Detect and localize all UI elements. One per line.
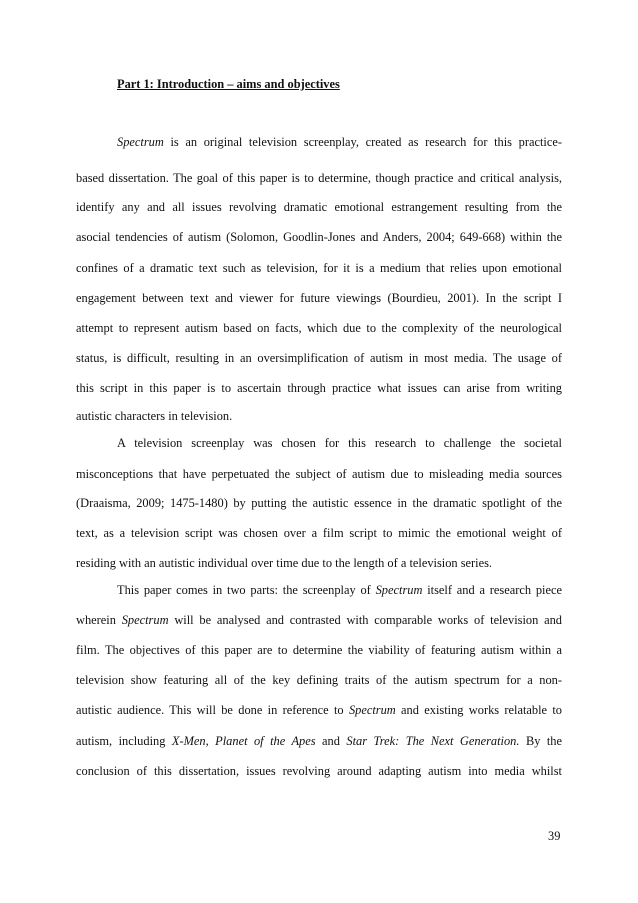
text-segment: By the (519, 734, 563, 748)
italic-title: Spectrum (348, 703, 396, 717)
text-segment: conclusion of this dissertation, issues revolving around adapting autism into media whilst (76, 764, 562, 778)
text-segment: autistic audience. This will be done in reference to (76, 703, 349, 717)
text-segment: and (315, 734, 347, 748)
text-segment: This paper comes in two parts: the screenplay of (117, 583, 376, 597)
text-segment: asocial tendencies of autism (Solomon, Goodlin-Jones and Anders, 2004; 649-668) within the (76, 230, 562, 244)
text-line (117, 436, 562, 451)
text-segment: misconceptions that have perpetuated the subject of autism due to misleading media sources (76, 467, 562, 481)
text-segment: itself and a research piece (422, 583, 563, 597)
text-line (76, 556, 492, 571)
italic-title: Star Trek: The Next Generation. (346, 734, 520, 748)
text-line (76, 381, 562, 396)
text-segment: engagement between text and viewer for future viewings (Bourdieu, 2001). In the script I (76, 291, 562, 305)
text-line (76, 409, 232, 424)
text-line (76, 200, 562, 215)
text-segment: residing with an autistic individual over time due to the length of a television series. (76, 556, 493, 570)
text-segment: identify any and all issues revolving dramatic emotional estrangement resulting from the (76, 200, 562, 214)
text-segment: autism, including (76, 734, 172, 748)
text-segment: will be analysed and contrasted with comparable works of television and (168, 613, 562, 627)
text-line (76, 467, 562, 482)
text-segment: based dissertation. The goal of this paper is to determine, though practice and critical analysis, (76, 171, 562, 185)
text-line (76, 171, 562, 186)
text-line (76, 496, 562, 511)
italic-title: Spectrum (121, 613, 169, 627)
text-segment: this script in this paper is to ascertain through practice what issues can arise from writing (76, 381, 562, 395)
text-line (76, 261, 562, 276)
text-line (76, 526, 562, 541)
text-segment: television show featuring all of the key defining traits of the autism spectrum for a non- (76, 673, 562, 687)
text-segment: status, is difficult, resulting in an oversimplification of autism in most media. The usage of (76, 351, 562, 365)
text-line (76, 351, 562, 366)
text-line (76, 734, 562, 749)
text-segment: and existing works relatable to (395, 703, 563, 717)
text-segment: A television screenplay was chosen for this research to challenge the societal (117, 436, 562, 450)
text-line (76, 321, 562, 336)
text-line (76, 703, 562, 718)
section-heading: Part 1: Introduction – aims and objectives (117, 77, 340, 91)
text-segment: is an original television screenplay, created as research for this practice- (163, 135, 562, 149)
page-number: 39 (548, 829, 561, 843)
text-segment: autistic characters in television. (76, 409, 233, 423)
text-line (117, 135, 562, 150)
text-segment: confines of a dramatic text such as television, for it is a medium that relies upon emotional (76, 261, 562, 275)
text-line (76, 613, 562, 628)
text-line (76, 673, 562, 688)
italic-title: Spectrum (117, 135, 164, 149)
text-segment: text, as a television script was chosen over a film script to mimic the emotional weight of (76, 526, 562, 540)
italic-title: Spectrum (375, 583, 423, 597)
text-segment: wherein (76, 613, 122, 627)
text-segment: attempt to represent autism based on facts, which due to the complexity of the neurological (76, 321, 562, 335)
text-line (76, 230, 562, 245)
italic-title: X-Men, Planet of the Apes (171, 734, 316, 748)
text-line (76, 291, 562, 306)
text-segment: (Draaisma, 2009; 1475-1480) by putting the autistic essence in the dramatic spotlight of the (76, 496, 562, 510)
text-segment: film. The objectives of this paper are to determine the viability of featuring autism within a (76, 643, 562, 657)
text-line (76, 643, 562, 658)
text-line (117, 583, 562, 598)
text-line (76, 764, 562, 779)
